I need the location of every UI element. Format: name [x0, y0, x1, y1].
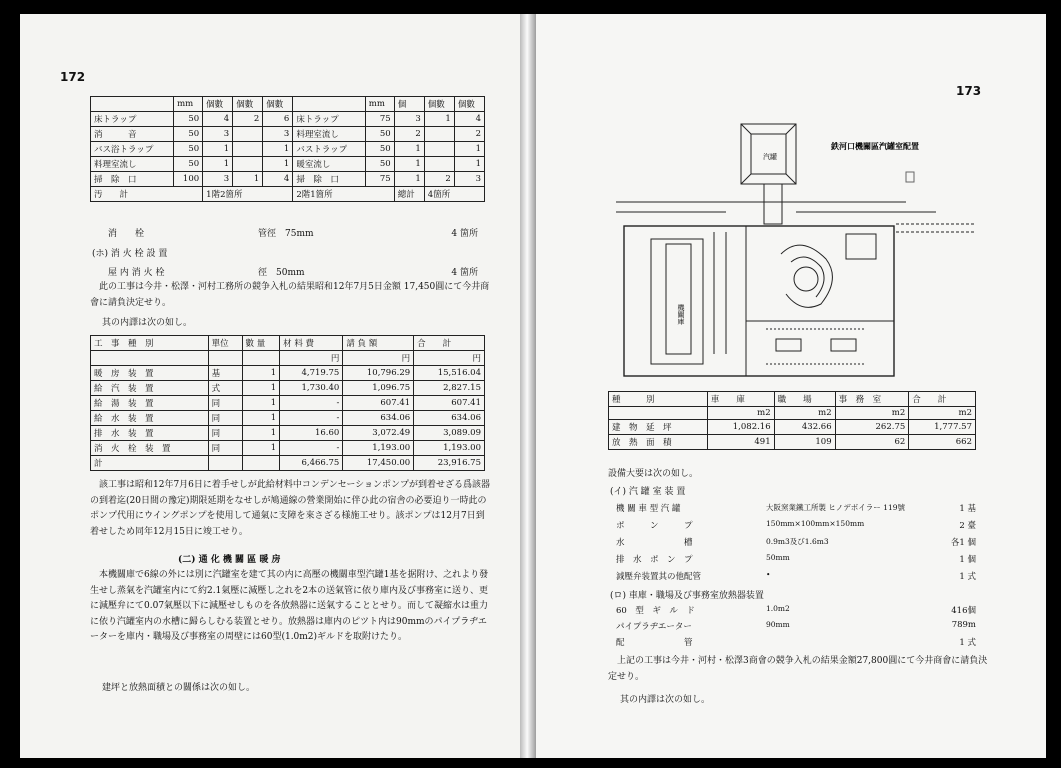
paragraph: 設備大要は次の如し。 [608, 469, 699, 479]
paragraph: 建坪と放熱面積との關係は次の如し。 [102, 683, 256, 693]
radiator-list [616, 604, 976, 652]
header-cell: 數 量 [242, 336, 280, 351]
table-cell: 1 [454, 142, 484, 157]
table-cell: 3 [203, 172, 233, 187]
item-name: 機 關 車 型 汽 罐 [616, 504, 681, 514]
summary-cell: 2階1箇所 [293, 187, 394, 202]
table-cell: バストラップ [293, 142, 365, 157]
table-cell: 2 [454, 127, 484, 142]
table-cell: 3 [263, 127, 293, 142]
section-heading: (ホ) 消 火 栓 設 置 [92, 249, 168, 259]
table-cell: - [280, 396, 343, 411]
table-cell: 3,072.49 [343, 426, 414, 441]
section-heading: (イ) 汽 罐 室 装 置 [610, 487, 686, 497]
table-cell: 同 [208, 426, 242, 441]
table-header-row [91, 336, 485, 351]
fire-hydrant-line: 消 栓 管徑 75mm 4 箇所 [108, 229, 478, 239]
table-cell: 1,096.75 [343, 381, 414, 396]
table-cell: 1 [203, 157, 233, 172]
left-page [20, 14, 526, 758]
header-cell: 個數 [263, 97, 293, 112]
table-cell: 16.60 [280, 426, 343, 441]
fixtures-table [90, 96, 485, 202]
summary-row [91, 187, 485, 202]
table-cell: 432.66 [774, 420, 835, 435]
table-cell: 4,719.75 [280, 366, 343, 381]
table-cell: バス浴トラップ [91, 142, 174, 157]
header-cell: 車 庫 [707, 392, 774, 407]
table-cell: 掃 除 口 [293, 172, 365, 187]
table-cell: 10,796.29 [343, 366, 414, 381]
plan-title: 鉄河口機關區汽罐室配置 [831, 142, 919, 151]
header-cell: 職 場 [774, 392, 835, 407]
table-cell: 2 [233, 112, 263, 127]
table-row [91, 411, 485, 426]
table-cell: 491 [707, 435, 774, 450]
table-cell: 75 [365, 172, 394, 187]
table-cell [208, 456, 242, 471]
table-cell: 3,089.09 [414, 426, 485, 441]
section-heading: (ロ) 車庫・職場及び事務室放熱器装置 [610, 591, 764, 601]
table-cell: - [280, 441, 343, 456]
table-cell: 1 [424, 112, 454, 127]
table-cell: 3 [394, 112, 424, 127]
header-cell: mm [365, 97, 394, 112]
table-cell: 計 [91, 456, 209, 471]
plan-label-boiler: 汽罐 [763, 153, 777, 161]
table-cell: 式 [208, 381, 242, 396]
paragraph: 其の内譯は次の如し。 [620, 695, 711, 705]
section-heading: (二) 通 化 機 關 區 暖 房 [178, 555, 281, 565]
table-cell: 料理室流し [293, 127, 365, 142]
table-cell: 50 [174, 157, 203, 172]
paragraph: 其の内譯は次の如し。 [102, 318, 193, 328]
item-qty: 789m [951, 620, 976, 630]
table-cell: 2,827.15 [414, 381, 485, 396]
table-cell: 消 音 [91, 127, 174, 142]
unit-cell: 円 [343, 351, 414, 366]
list-item [616, 604, 976, 620]
table-cell: 1 [242, 426, 280, 441]
table-cell: 2 [394, 127, 424, 142]
table-cell: 1 [242, 396, 280, 411]
item-qty: 2 臺 [959, 521, 976, 531]
unit-row [609, 407, 976, 420]
table-row [91, 456, 485, 471]
list-item [616, 636, 976, 652]
unit-cell: 円 [414, 351, 485, 366]
item-name: パイプラヂエーター [616, 622, 692, 632]
table-cell: 100 [174, 172, 203, 187]
summary-cell: 1階2箇所 [203, 187, 293, 202]
summary-cell: 4箇所 [424, 187, 484, 202]
table-cell: 50 [174, 127, 203, 142]
table-cell: 1,777.57 [909, 420, 976, 435]
unit-cell [609, 407, 708, 420]
table-row [91, 366, 485, 381]
table-cell: 4 [203, 112, 233, 127]
item-qty: 1 基 [959, 504, 976, 514]
header-cell: 個數 [233, 97, 263, 112]
summary-cell: 總計 [394, 187, 424, 202]
item-name: 排 水 ポ ン プ [616, 555, 693, 565]
table-cell: 放 熱 面 積 [609, 435, 708, 450]
table-cell: 床トラップ [293, 112, 365, 127]
table-cell: 15,516.04 [414, 366, 485, 381]
item-spec: 大阪窯業鐵工所製 ヒノデボイラー 119號 [766, 503, 906, 512]
item-qty: 416個 [951, 606, 976, 616]
table-header-row [609, 392, 976, 407]
table-cell: 掃 除 口 [91, 172, 174, 187]
item-name: 配 管 [616, 638, 693, 648]
table-cell: 2 [424, 172, 454, 187]
unit-cell: m2 [774, 407, 835, 420]
table-cell: 50 [174, 142, 203, 157]
table-cell: 暖室流し [293, 157, 365, 172]
table-row [91, 381, 485, 396]
header-cell: 事 務 室 [835, 392, 909, 407]
table-cell: 3 [203, 127, 233, 142]
table-cell: 1 [394, 172, 424, 187]
table-cell: 62 [835, 435, 909, 450]
table-cell: 3 [454, 172, 484, 187]
page-number: 172 [60, 70, 86, 84]
table-cell [233, 142, 263, 157]
right-page [536, 14, 1046, 758]
header-cell: 合 計 [909, 392, 976, 407]
table-cell: 基 [208, 366, 242, 381]
header-cell [293, 97, 365, 112]
table-row [609, 435, 976, 450]
equipment-list [616, 502, 976, 587]
paragraph: 此の工事は今井・松澤・河村工務所の競争入札の結果昭和12年7月5日金額 17,450圓にて今井商會に請負決定せり。 [90, 282, 490, 308]
table-cell: 1 [242, 366, 280, 381]
header-cell: 個數 [203, 97, 233, 112]
table-cell [424, 157, 454, 172]
table-cell [233, 157, 263, 172]
header-cell: 合 計 [414, 336, 485, 351]
table-row [91, 396, 485, 411]
table-row [91, 127, 485, 142]
table-cell: 1,193.00 [343, 441, 414, 456]
table-cell: 4 [263, 172, 293, 187]
unit-cell: 円 [280, 351, 343, 366]
item-spec: 1.0m2 [766, 604, 790, 613]
table-cell: 1 [233, 172, 263, 187]
item-spec: 0.9m3及び1.6m3 [766, 537, 829, 546]
table-cell: 1 [263, 157, 293, 172]
table-cell: 607.41 [414, 396, 485, 411]
table-row [91, 142, 485, 157]
table-cell: 暖 房 装 置 [91, 366, 209, 381]
table-header-row [91, 97, 485, 112]
table-cell: 1 [242, 411, 280, 426]
item-spec: • [766, 570, 771, 579]
list-item [616, 553, 976, 570]
table-row [91, 441, 485, 456]
header-cell: 個數 [424, 97, 454, 112]
item-spec: 150mm×100mm×150mm [766, 519, 865, 528]
unit-cell: m2 [835, 407, 909, 420]
table-cell: 1 [242, 381, 280, 396]
page-number: 173 [956, 84, 982, 98]
plan-label-shed: 機關庫 [677, 304, 685, 325]
table-cell: 1,193.00 [414, 441, 485, 456]
table-cell: 662 [909, 435, 976, 450]
table-row [91, 426, 485, 441]
header-cell [91, 97, 174, 112]
table-cell [424, 142, 454, 157]
header-cell: 材 料 費 [280, 336, 343, 351]
table-cell: 6,466.75 [280, 456, 343, 471]
item-spec: 50mm [766, 553, 790, 562]
unit-cell [242, 351, 280, 366]
table-cell: 262.75 [835, 420, 909, 435]
list-item [616, 519, 976, 536]
unit-row [91, 351, 485, 366]
table-cell: - [280, 411, 343, 426]
table-cell: 50 [365, 142, 394, 157]
table-cell: 1 [242, 441, 280, 456]
table-cell: 4 [454, 112, 484, 127]
table-cell: 同 [208, 441, 242, 456]
header-cell: 種 別 [609, 392, 708, 407]
item-qty: 各1 個 [950, 538, 976, 548]
building-outline [624, 226, 894, 376]
header-cell: 單位 [208, 336, 242, 351]
table-cell: 1 [263, 142, 293, 157]
table-cell: 75 [365, 112, 394, 127]
table-cell: 109 [774, 435, 835, 450]
item-name: 水 槽 [616, 538, 693, 548]
table-cell: 給 汽 装 置 [91, 381, 209, 396]
item-spec: 90mm [766, 620, 790, 629]
unit-cell [208, 351, 242, 366]
area-table [608, 391, 976, 450]
table-cell: 床トラップ [91, 112, 174, 127]
list-item [616, 570, 976, 587]
indoor-hydrant-line: 屋 内 消 火 栓 徑 50mm 4 箇所 [108, 268, 478, 278]
paragraph: 上記の工事は今井・河村・松澤3商會の競争入札の結果金額27,800圓にて今井商會に請負決定せり。 [608, 656, 988, 682]
item-qty: 1 個 [959, 555, 976, 565]
header-cell: 工 事 種 別 [91, 336, 209, 351]
header-cell: mm [174, 97, 203, 112]
item-name: ポ ン プ [616, 521, 693, 531]
table-cell: 1 [203, 142, 233, 157]
table-cell: 給 水 装 置 [91, 411, 209, 426]
table-row [91, 172, 485, 187]
unit-cell: m2 [707, 407, 774, 420]
table-cell: 排 水 装 置 [91, 426, 209, 441]
summary-cell: 汚 計 [91, 187, 203, 202]
table-cell [233, 127, 263, 142]
table-cell: 1 [394, 142, 424, 157]
table-cell: 同 [208, 411, 242, 426]
header-cell: 請 負 額 [343, 336, 414, 351]
table-cell: 同 [208, 396, 242, 411]
item-name: 減壓弁装置其の他配管 [616, 572, 702, 582]
table-cell: 建 物 延 坪 [609, 420, 708, 435]
table-cell: 607.41 [343, 396, 414, 411]
table-cell: 1 [394, 157, 424, 172]
cost-table [90, 335, 485, 471]
table-cell [242, 456, 280, 471]
unit-cell [91, 351, 209, 366]
item-name: 60 型 ギ ル ド [616, 606, 695, 616]
table-cell: 1 [454, 157, 484, 172]
table-cell: 6 [263, 112, 293, 127]
table-row [91, 157, 485, 172]
unit-cell: m2 [909, 407, 976, 420]
table-cell: 給 湯 装 置 [91, 396, 209, 411]
table-cell: 23,916.75 [414, 456, 485, 471]
list-item [616, 620, 976, 636]
table-row [91, 112, 485, 127]
table-cell: 17,450.00 [343, 456, 414, 471]
table-cell [424, 127, 454, 142]
table-cell: 消 火 栓 装 置 [91, 441, 209, 456]
table-cell: 料理室流し [91, 157, 174, 172]
table-cell: 634.06 [343, 411, 414, 426]
table-cell: 50 [174, 112, 203, 127]
item-qty: 1 式 [959, 638, 976, 648]
list-item [616, 536, 976, 553]
table-cell: 634.06 [414, 411, 485, 426]
list-item [616, 502, 976, 519]
table-row [609, 420, 976, 435]
header-cell: 個 [394, 97, 424, 112]
header-cell: 個數 [454, 97, 484, 112]
paragraph: 本機關庫で6線の外には別に汽罐室を建て其の内に高壓の機關車型汽罐1基を据附け、之れより發生せし蒸氣を汽罐室内にて約2.1氣壓に減壓し之れを2本の送氣管に依り庫内及び事務室に送り、更に減壓弁にて0.07氣壓以下に減壓せしものを各放熱器に送氣することとせり。而して凝縮水は重力に依り汽罐室内の水槽に歸らしむる装置とせり。放熱器は庫内のピツト内は90mmのパイプラヂエーターを庫内・職場及び事務室の周壁には60型(1.0m2)ギルドを取附けたり。 [90, 570, 489, 642]
floor-plan-drawing [606, 114, 986, 384]
table-cell: 50 [365, 127, 394, 142]
table-cell: 1,730.40 [280, 381, 343, 396]
item-qty: 1 式 [959, 572, 976, 582]
table-cell: 50 [365, 157, 394, 172]
paragraph: 該工事は昭和12年7月6日に着手せしが此給材料中コンデンセーションポンプが到着せざる爲該器の到着迄(20日間の豫定)期限延期をなせしが鳩通線の營業開始に伴ひ此の宿舎の必要迫り一時此のポンプ代用にウイングポンプを使用して通氣に支障を來さざる様施工せり。該ポンプは12月7日到着せしため同年12月15日に竣工せり。 [90, 480, 491, 537]
table-cell: 1,082.16 [707, 420, 774, 435]
